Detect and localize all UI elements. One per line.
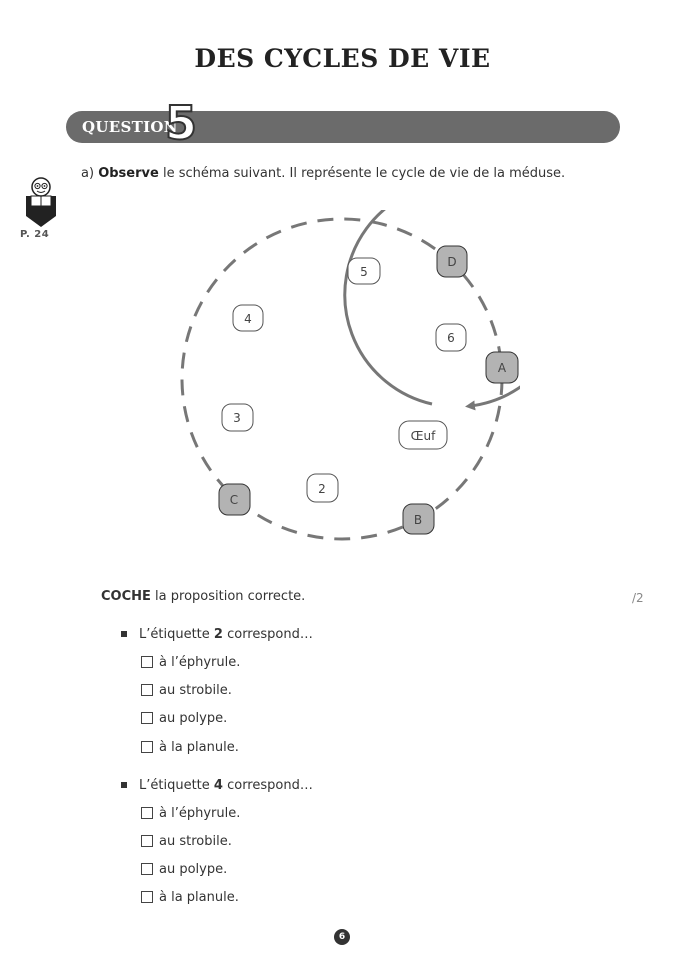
svg-text:3: 3 [233,411,241,425]
diagram-label-D [437,246,467,277]
reading-character-icon [24,176,58,228]
question-1-number: 2 [213,627,223,642]
square-bullet-icon [121,782,127,788]
option-q2-4[interactable]: à la planule. [141,890,239,905]
checkbox-icon[interactable] [141,891,153,903]
svg-text:Œuf: Œuf [410,429,436,443]
option-q1-3[interactable]: au polype. [141,711,227,726]
diagram-label-2 [307,474,338,502]
diagram-label-C [219,484,250,515]
svg-text:4: 4 [244,312,252,326]
page-title: DES CYCLES DE VIE [194,44,491,73]
instruction-prefix: a) [81,166,95,181]
question-item-1: L’étiquette 2 correspond… [121,627,313,642]
score-label: /2 [632,591,644,605]
checkbox-icon[interactable] [141,835,153,847]
svg-text:6: 6 [447,331,455,345]
svg-text:5: 5 [360,265,368,279]
diagram-label-5 [348,258,380,284]
option-q1-4[interactable]: à la planule. [141,740,239,755]
checkbox-icon[interactable] [141,684,153,696]
option-q1-1[interactable]: à l’éphyrule. [141,655,240,670]
question-number: 5 [165,96,198,150]
option-q2-3[interactable]: au polype. [141,862,227,877]
diagram-label-A [486,352,518,383]
option-q1-2[interactable]: au strobile. [141,683,232,698]
diagram-label-3 [222,404,253,431]
option-q2-2[interactable]: au strobile. [141,834,232,849]
page-number: 6 [334,929,350,945]
square-bullet-icon [121,631,127,637]
diagram-label-4 [233,305,263,331]
svg-text:C: C [229,493,239,507]
checkbox-icon[interactable] [141,656,153,668]
task-verb: COCHE [101,589,151,604]
instruction-verb: Observe [98,166,159,181]
page-reference: P. 24 [20,229,50,240]
task-instruction [101,589,305,604]
checkbox-icon[interactable] [141,712,153,724]
checkbox-icon[interactable] [141,807,153,819]
svg-text:2: 2 [318,482,326,496]
checkbox-icon[interactable] [141,741,153,753]
task-text: la proposition correcte. [155,589,306,604]
instruction-text: le schéma suivant. Il représente le cycle de vie de la méduse. [162,166,566,181]
svg-text:B: B [413,513,423,527]
diagram-label-B [403,504,434,534]
diagram-label-6 [436,324,466,351]
instruction [81,166,565,181]
question-2-number: 4 [213,778,223,793]
svg-text:D: D [447,255,457,269]
life-cycle-diagram [170,210,520,550]
question-item-2: L’étiquette 4 correspond… [121,778,313,793]
diagram-label-egg [399,421,447,449]
question-label: QUESTION [82,118,178,136]
svg-text:A: A [497,361,507,375]
checkbox-icon[interactable] [141,863,153,875]
option-q2-1[interactable]: à l’éphyrule. [141,806,240,821]
